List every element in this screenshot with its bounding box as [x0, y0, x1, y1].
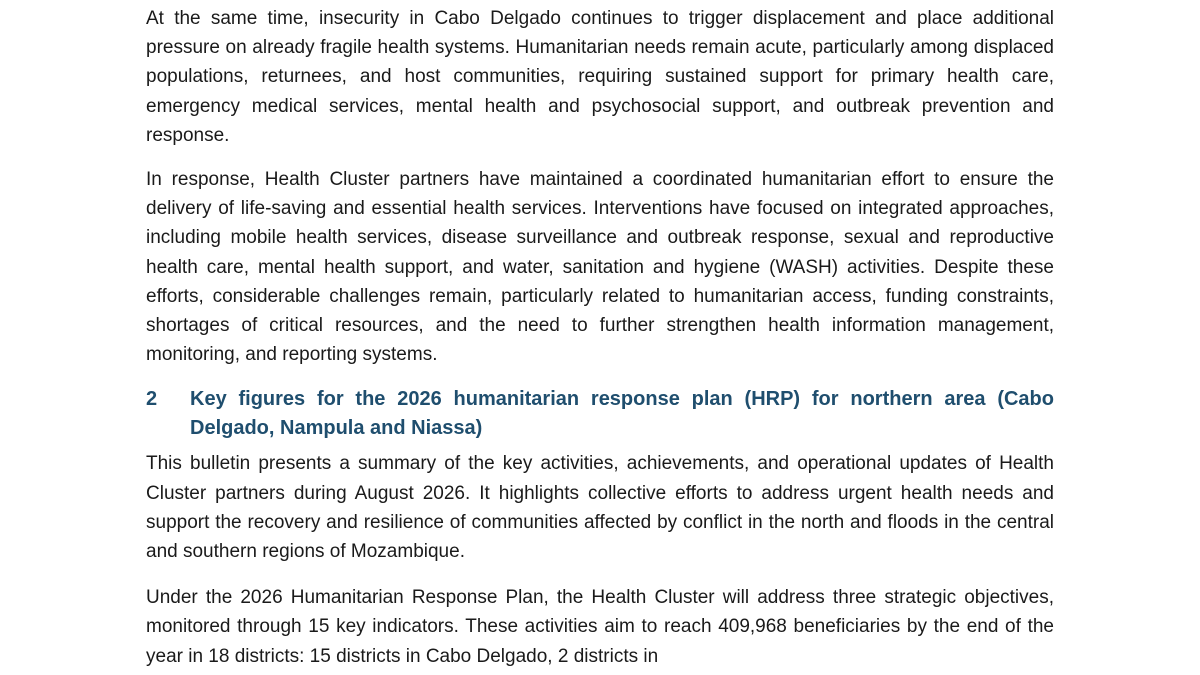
paragraph-response: In response, Health Cluster partners have maintained a coordinated humanitarian effort to ensure the delivery of life-saving and essential health services. Interventions have focused on integrated approaches, including mobile health services, disease surveillance and outbreak response, sexual and reproductive health care, mental health support, and water, sanitation and hygiene (WASH) activities. Despite these efforts, considerable challenges remain, particularly related to humanitarian access, funding constraints, shortages of critical resources, and the need to further strengthen health information management, monitoring, and reporting systems. [146, 169, 1054, 366]
paragraph-hrp-objectives: Under the 2026 Humanitarian Response Plan, the Health Cluster will address three strategic objectives, monitored through 15 key indicators. These activities aim to reach 409,968 beneficiaries by the end of the year in 18 districts: 15 districts in Cabo Delgado, 2 districts in [146, 587, 1054, 667]
paragraph-bulletin-summary: This bulletin presents a summary of the key activities, achievements, and operational updates of Health Cluster partners during August 2026. It highlights collective efforts to address urgent health needs and support the recovery and resilience of communities affected by conflict in the north and floods in the central and southern regions of Mozambique. [146, 453, 1054, 563]
section-title: Key figures for the 2026 humanitarian response plan (HRP) for northern area (Cabo Delgado, Nampula and Niassa) [190, 388, 1054, 440]
paragraph-insecurity: At the same time, insecurity in Cabo Delgado continues to trigger displacement and place additional pressure on already fragile health systems. Humanitarian needs remain acute, particularly among displaced populations, returnees, and host communities, requiring sustained support for primary health care, emergency medical services, mental health and psychosocial support, and outbreak prevention and response. [146, 8, 1054, 146]
section-heading [146, 385, 1054, 443]
document-body [146, 4, 1054, 671]
section-number: 2 [146, 388, 158, 411]
